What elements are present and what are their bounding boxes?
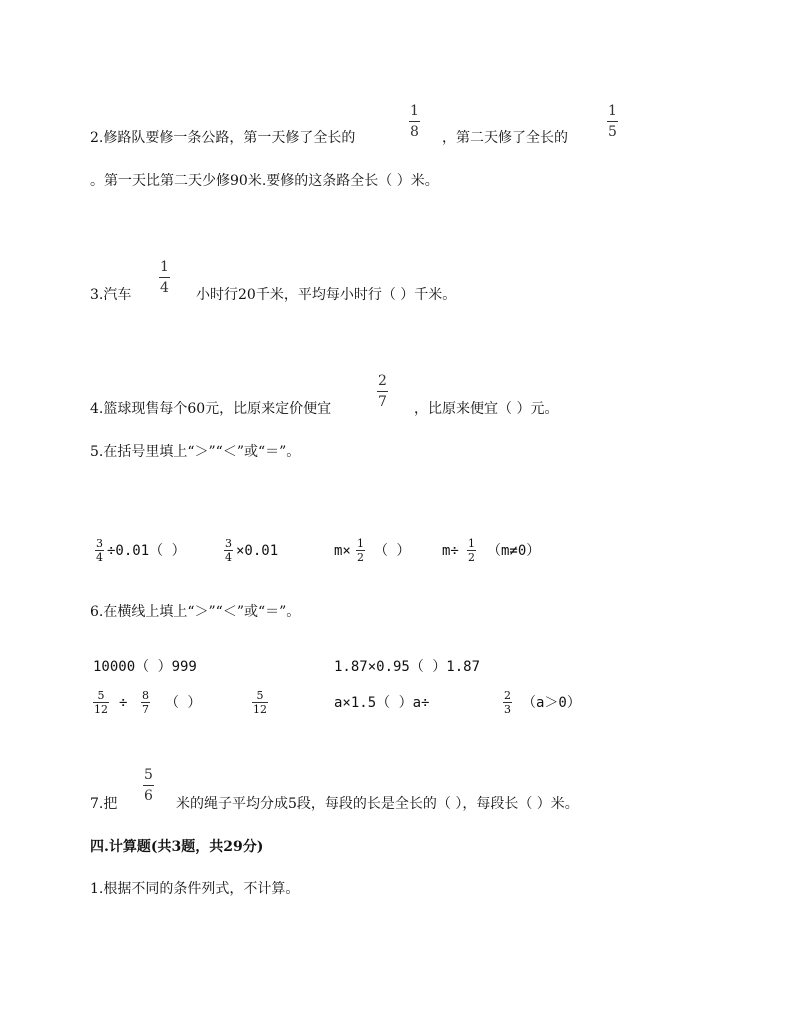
q6-fraction-2-3 [503,690,512,715]
q5-expr1-text: ÷0.01（ ） [107,543,186,559]
fraction-numerator: 1 [468,537,475,550]
section4-question1: 1.根据不同的条件列式，不计算。 [90,881,300,897]
q4-text-part1: 4.篮球现售每个60元，比原来定价便宜 [90,401,332,417]
q6-row2-right-text: a×1.5（ ）a÷ [334,695,430,711]
fraction-denominator: 5 [608,124,617,140]
fraction-denominator: 4 [160,280,169,296]
fraction-numerator: 1 [608,103,617,119]
q5-fraction-3-4-a [95,538,104,563]
q6-row1-left: 10000（ ）999 [93,659,197,675]
q2-text-part1: 2.修路队要修一条公路，第一天修了全长的 [90,130,356,146]
q5-fraction-1-2-a [356,538,365,563]
fraction-numerator: 1 [160,259,169,275]
q6-row2-condition: （a＞0） [522,695,581,711]
q5-expr4-text: m÷ [442,543,459,559]
fraction-denominator: 3 [504,703,511,716]
fraction-denominator: 7 [378,394,387,410]
q5-expr3-text: m× [334,543,351,559]
q2-text-part3: 。第一天比第二天少修90米.要修的这条路全长（ ）米。 [90,173,439,189]
q5-expr2-text: ×0.01 [236,543,279,559]
q5-expr3-blank: （ ） [374,543,411,559]
fraction-numerator: 1 [357,537,364,550]
fraction-numerator: 3 [96,537,103,550]
q7-text-part2: 米的绳子平均分成5段，每段的长是全长的（ ），每段长（ ）米。 [176,796,579,812]
fraction-numerator: 5 [256,689,264,702]
fraction-denominator: 7 [142,703,149,716]
fraction-numerator: 1 [410,103,419,119]
fraction-denominator: 2 [468,551,475,564]
fraction-denominator: 12 [94,703,108,716]
q4-text-part2: ，比原来便宜（ ）元。 [414,401,559,417]
q3-fraction-1-4 [159,260,170,295]
q7-text-part1: 7.把 [90,796,118,812]
q5-expr4-condition: （m≠0） [487,543,541,559]
q5-fraction-3-4-b [224,538,233,563]
q4-fraction-2-7 [377,374,388,409]
q3-text-part1: 3.汽车 [90,287,132,303]
q6-fraction-5-12-b [252,690,268,715]
fraction-bar [409,121,420,122]
fraction-denominator: 2 [357,551,364,564]
fraction-denominator: 4 [225,551,232,564]
q6-fraction-8-7 [141,690,150,715]
fraction-numerator: 2 [378,373,387,389]
q5-title: 5.在括号里填上“＞”“＜”或“＝”。 [90,444,301,460]
q3-text-part2: 小时行20千米，平均每小时行（ ）千米。 [196,287,457,303]
q6-title: 6.在横线上填上“＞”“＜”或“＝”。 [90,604,301,620]
q2-fraction-1-5 [607,104,618,139]
fraction-numerator: 5 [144,767,153,783]
fraction-denominator: 12 [253,703,267,716]
fraction-denominator: 4 [96,551,103,564]
fraction-numerator: 3 [225,537,232,550]
fraction-numerator: 8 [142,689,149,702]
q6-divide-sign: ÷ [119,695,128,711]
fraction-denominator: 6 [144,788,153,804]
section-heading: 四.计算题(共3题，共29分) [90,839,264,855]
q5-fraction-1-2-b [467,538,476,563]
fraction-bar [377,391,388,392]
q6-fraction-5-12-a [93,690,109,715]
fraction-bar [607,121,618,122]
fraction-numerator: 2 [504,689,511,702]
q2-fraction-1-8 [409,104,420,139]
fraction-bar [159,277,170,278]
q6-row2-blank: （ ） [165,695,202,711]
fraction-bar [143,785,154,786]
q2-text-part2: ，第二天修了全长的 [442,130,568,146]
q6-row1-right: 1.87×0.95（ ）1.87 [334,659,481,675]
fraction-denominator: 8 [410,124,419,140]
q7-fraction-5-6 [143,768,154,803]
fraction-numerator: 5 [97,689,105,702]
